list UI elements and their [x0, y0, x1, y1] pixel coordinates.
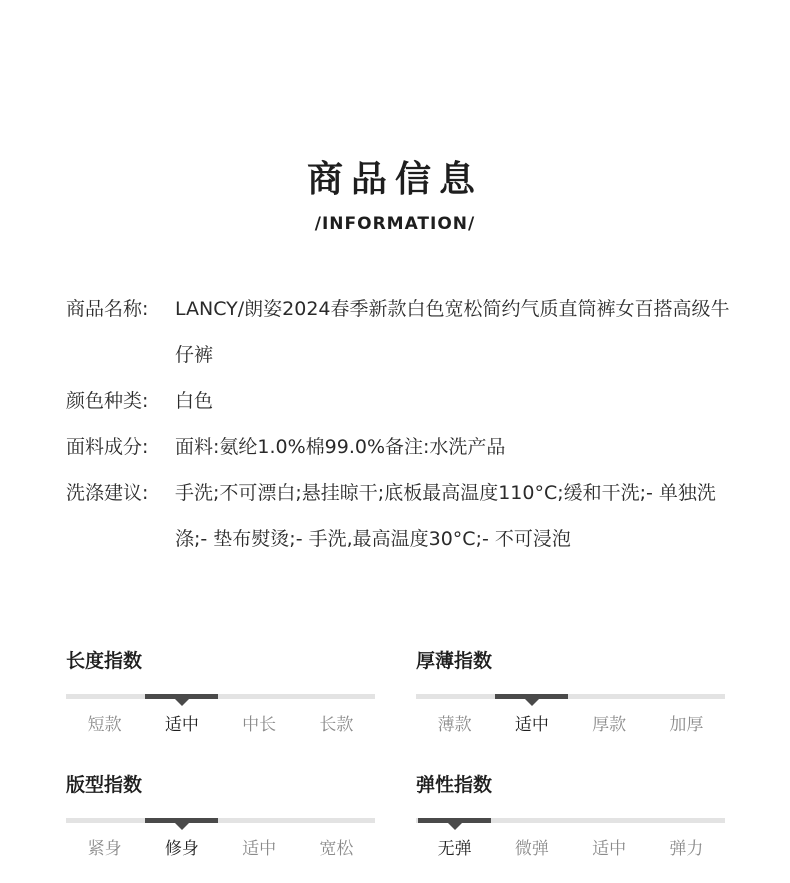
index-indicator — [495, 694, 568, 699]
index-track — [416, 818, 725, 823]
index-indicator — [145, 694, 218, 699]
index-title: 厚薄指数 — [416, 650, 493, 672]
index-option: 微弹 — [514, 839, 549, 859]
index-option: 适中 — [592, 839, 627, 859]
index-track — [66, 818, 375, 823]
info-row-fabric — [66, 424, 736, 470]
index-track — [416, 694, 725, 699]
info-label: 洗涤建议: — [66, 482, 149, 504]
index-options — [416, 837, 725, 861]
elasticity-index — [416, 772, 725, 861]
page-subtitle: /INFORMATION/ — [314, 214, 476, 234]
info-value: 面料:氨纶1.0%棉99.0%备注:水洗产品 — [175, 436, 506, 458]
index-option: 紧身 — [87, 839, 122, 859]
info-label: 商品名称: — [66, 298, 149, 320]
index-options — [66, 837, 375, 861]
page-title: 商品信息 — [306, 159, 483, 200]
info-label: 颜色种类: — [66, 390, 149, 412]
info-row-color — [66, 378, 736, 424]
info-value: LANCY/朗姿2024春季新款白色宽松简约气质直筒裤女百搭高级牛仔裤 — [175, 298, 730, 366]
index-option: 长款 — [319, 715, 354, 735]
index-options — [66, 713, 375, 737]
index-option: 薄款 — [437, 715, 472, 735]
info-row-care — [66, 470, 736, 562]
index-option: 弹力 — [669, 839, 704, 859]
fit-index — [66, 772, 375, 861]
info-label: 面料成分: — [66, 436, 149, 458]
index-option: 加厚 — [669, 715, 704, 735]
index-option: 短款 — [87, 715, 122, 735]
index-option: 中长 — [242, 715, 277, 735]
index-title: 弹性指数 — [416, 774, 493, 796]
index-option: 修身 — [164, 839, 199, 859]
thickness-index — [416, 648, 725, 737]
index-option: 适中 — [242, 839, 277, 859]
index-option: 宽松 — [319, 839, 354, 859]
product-info-list — [66, 286, 736, 562]
index-indicator — [145, 818, 218, 823]
index-title: 长度指数 — [66, 650, 143, 672]
info-value: 白色 — [175, 390, 214, 412]
index-indicator — [418, 818, 491, 823]
index-option: 适中 — [164, 715, 199, 735]
index-track — [66, 694, 375, 699]
index-title: 版型指数 — [66, 774, 143, 796]
index-option: 厚款 — [592, 715, 627, 735]
index-option: 适中 — [514, 715, 549, 735]
info-value: 手洗;不可漂白;悬挂晾干;底板最高温度110°C;缓和干洗;- 单独洗涤;- 垫布熨烫;- 手洗,最高温度30°C;- 不可浸泡 — [175, 482, 716, 550]
index-option: 无弹 — [437, 839, 472, 859]
info-row-name — [66, 286, 736, 378]
length-index — [66, 648, 375, 737]
index-options — [416, 713, 725, 737]
